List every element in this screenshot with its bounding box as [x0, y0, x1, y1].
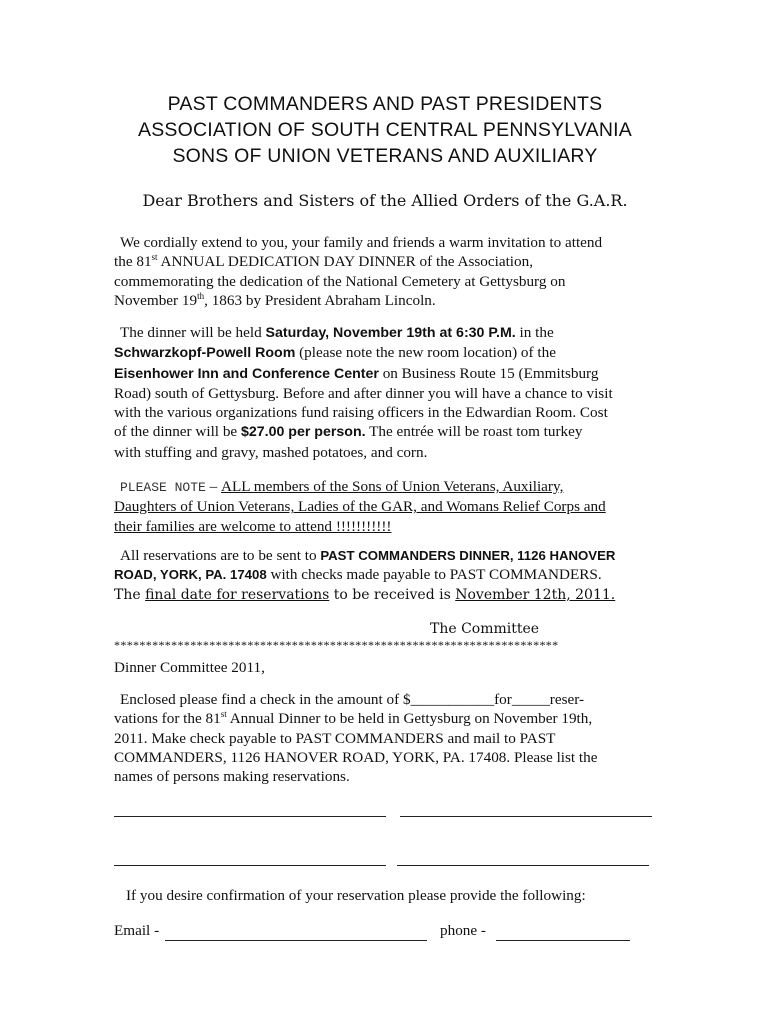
reservations-text: with checks made payable to PAST COMMANDERS. [266, 566, 602, 584]
separator-stars: ********************************************************************** [114, 638, 559, 652]
details-text: Road) south of Gettysburg. Before and after dinner you will have a chance to visit [114, 384, 613, 402]
reservations-text: The [114, 586, 146, 603]
invitation-line-2b: ANNUAL DEDICATION DAY DINNER of the Association, [157, 253, 533, 271]
invitation-line-2a: the 81 [114, 253, 152, 271]
reservations-text: All reservations are to be sent to [120, 547, 321, 564]
form-text: Annual Dinner to be held in Gettysburg on November 19th, [226, 710, 593, 728]
ordinal-suffix: st [220, 709, 227, 720]
note-line-1: ALL members of the Sons of Union Veterans, Auxiliary, [221, 478, 564, 495]
header-line-2: ASSOCIATION OF SOUTH CENTRAL PENNSYLVANIA [138, 119, 632, 141]
reservations-text: to be received is [329, 586, 456, 603]
details-text: with the various organizations fund raising officers in the Edwardian Room. Cost [114, 404, 608, 422]
reservations-paragraph [114, 546, 654, 605]
email-label: Email - [114, 922, 160, 939]
form-text: names of persons making reservations. [114, 768, 350, 786]
details-text: on Business Route 15 (Emmitsburg [378, 364, 599, 382]
form-paragraph [114, 690, 654, 786]
price: $27.00 per person. [240, 424, 366, 441]
form-text: reser- [549, 691, 585, 708]
header-line-1: PAST COMMANDERS AND PAST PRESIDENTS [167, 93, 603, 115]
confirmation-request [114, 886, 654, 905]
header-line-3: SONS OF UNION VETERANS AND AUXILIARY [172, 145, 598, 167]
details-text: of the dinner will be [114, 423, 241, 441]
details-text: with stuffing and gravy, mashed potatoes, and corn. [114, 443, 428, 461]
ordinal-suffix: st [151, 252, 158, 263]
room-name: Schwarzkopf-Powell Room [114, 345, 296, 362]
phone-label: phone - [440, 922, 486, 939]
details-text: (please note the new room location) of the [295, 344, 556, 362]
invitation-line-3: commemorating the dedication of the National Cemetery at Gettysburg on [114, 272, 566, 290]
amount-blank[interactable]: ___________ [410, 691, 495, 708]
ordinal-suffix: th [197, 290, 205, 301]
form-text: 2011. Make check payable to PAST COMMANDERS and mail to PAST [114, 729, 556, 747]
event-date-time: Saturday, November 19th at 6:30 P.M. [265, 325, 516, 341]
count-blank[interactable]: _____ [511, 691, 550, 708]
form-salutation: Dinner Committee 2011, [114, 659, 265, 676]
form-text: vations for the 81 [114, 710, 221, 728]
form-text: COMMANDERS, 1126 HANOVER ROAD, YORK, PA. 17408. Please list the [114, 748, 598, 766]
final-date-label: final date for reservations [145, 586, 330, 603]
invitation-paragraph [114, 233, 654, 310]
details-text: The dinner will be held [120, 324, 266, 341]
invitation-line-4b: , 1863 by President Abraham Lincoln. [204, 291, 436, 309]
form-text: for [494, 691, 512, 708]
mailing-address-1: PAST COMMANDERS DINNER, 1126 HANOVER [320, 548, 616, 563]
details-text: in the [515, 324, 554, 341]
invitation-line-4a: November 19 [114, 291, 198, 309]
details-paragraph [114, 323, 654, 462]
please-note-label: PLEASE NOTE [120, 480, 206, 495]
details-text: The entrée will be roast tom turkey [365, 423, 583, 441]
invitation-line-1: We cordially extend to you, your family and friends a warm invitation to attend [120, 234, 603, 251]
mailing-address-2: ROAD, YORK, PA. 17408 [114, 567, 267, 583]
signature: The Committee [430, 621, 540, 637]
name-line-4[interactable] [397, 865, 649, 866]
confirmation-text: If you desire confirmation of your reservation please provide the following: [126, 887, 586, 904]
email-field[interactable] [165, 940, 427, 941]
name-line-3[interactable] [114, 865, 386, 866]
name-line-2[interactable] [400, 816, 652, 817]
note-line-2: Daughters of Union Veterans, Ladies of the GAR, and Womans Relief Corps and [114, 498, 606, 516]
please-note-paragraph [114, 477, 654, 536]
note-dash: – [205, 478, 222, 495]
reservation-deadline: November 12th, 2011. [455, 586, 616, 603]
phone-field[interactable] [496, 940, 630, 941]
form-text: Enclosed please find a check in the amount of $ [120, 691, 411, 708]
greeting: Dear Brothers and Sisters of the Allied Orders of the G.A.R. [142, 191, 628, 210]
note-line-3: their families are welcome to attend !!!!!!!!!!! [114, 517, 392, 535]
venue-name: Eisenhower Inn and Conference Center [114, 365, 379, 382]
name-line-1[interactable] [114, 816, 386, 817]
